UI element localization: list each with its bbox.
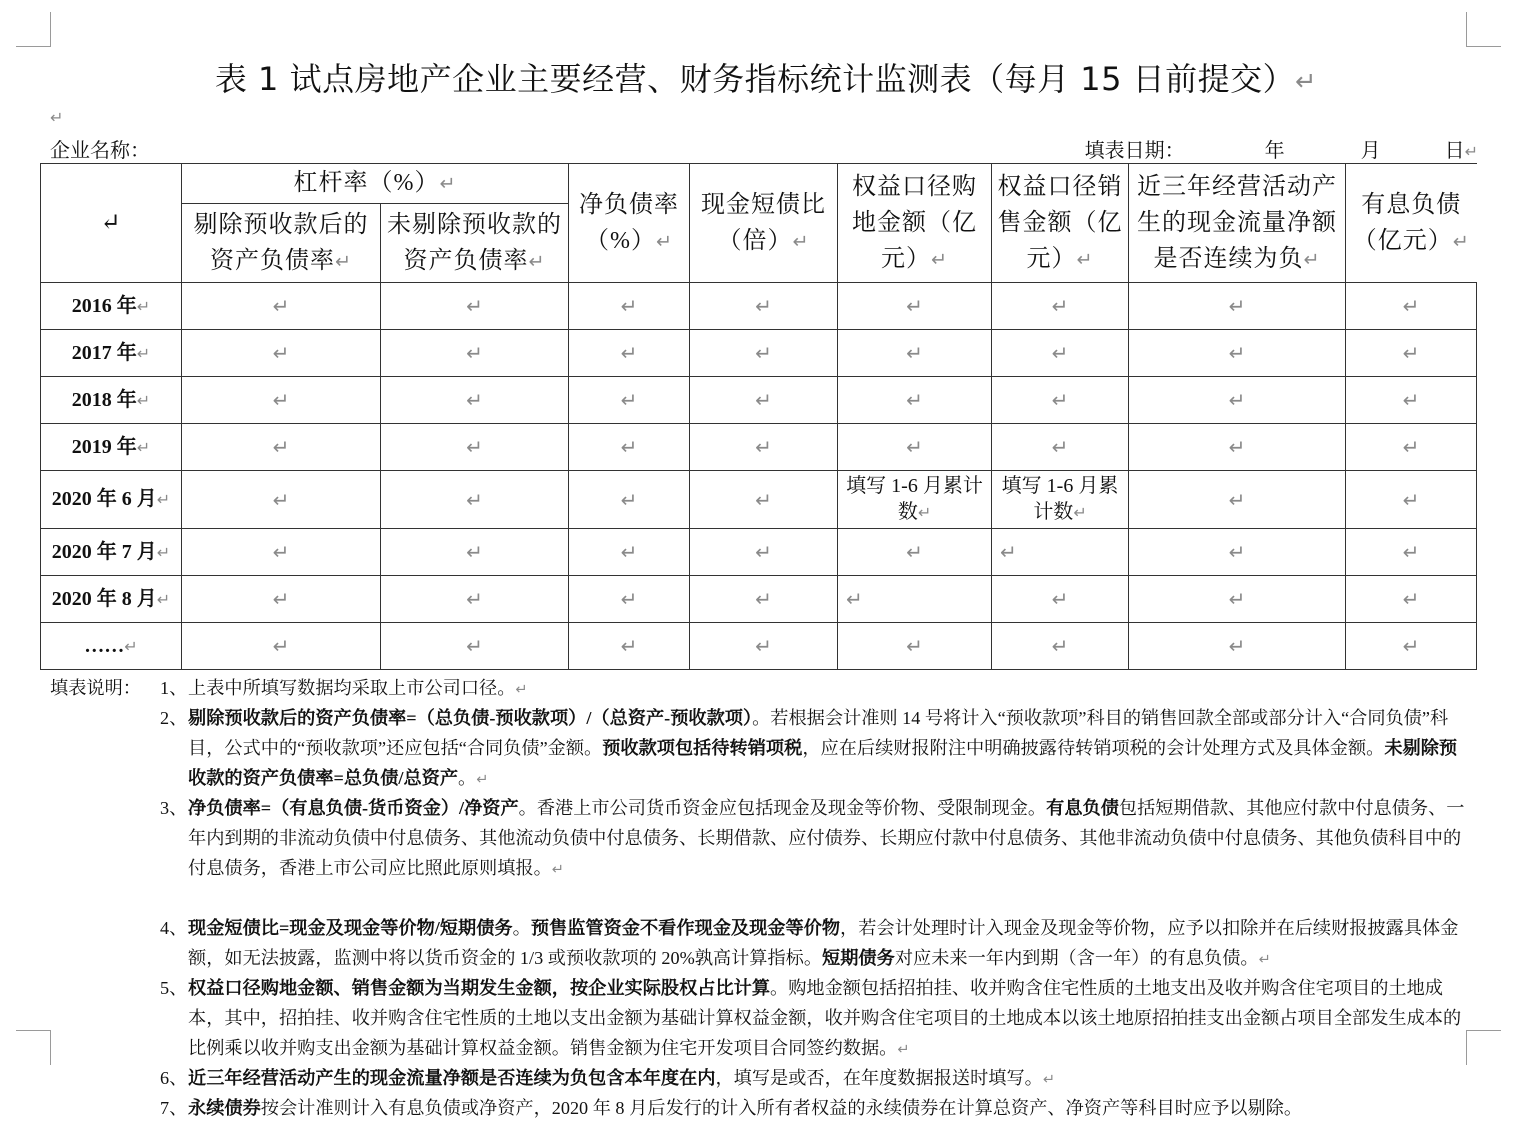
cell-cash-short-debt-ratio[interactable]: ↵ (690, 424, 838, 471)
cell-cash-short-debt-ratio[interactable]: ↵ (690, 471, 838, 529)
cell-debt-ratio-excl-advance[interactable]: ↵ (182, 623, 381, 670)
cell-interest-bearing-debt[interactable]: ↵ (1346, 623, 1477, 670)
cell-interest-bearing-debt[interactable]: ↵ (1346, 471, 1477, 529)
table-row (41, 283, 1477, 330)
header-leverage-ratio: 杠杆率（%）↵ (182, 164, 569, 204)
header-equity-land-purchase: 权益口径购地金额（亿元）↵ (838, 164, 992, 283)
date-month-label: 月 (1360, 140, 1381, 162)
cell-debt-ratio-incl-advance[interactable]: ↵ (381, 529, 569, 576)
table-row (41, 623, 1477, 670)
cell-equity-sales-amount[interactable]: ↵ (992, 529, 1129, 576)
cell-net-debt-ratio[interactable]: ↵ (569, 424, 690, 471)
cell-debt-ratio-incl-advance[interactable]: ↵ (381, 576, 569, 623)
paragraph-mark-icon: ↵ (136, 343, 151, 363)
cell-debt-ratio-incl-advance[interactable]: ↵ (381, 471, 569, 529)
cell-operating-cashflow-negative[interactable]: ↵ (1129, 283, 1346, 330)
cell-cash-short-debt-ratio[interactable]: ↵ (690, 623, 838, 670)
cell-interest-bearing-debt[interactable]: ↵ (1346, 529, 1477, 576)
paragraph-mark-icon: ↵ (136, 437, 151, 457)
cell-cash-short-debt-ratio[interactable]: ↵ (690, 330, 838, 377)
company-name-label: 企业名称： (50, 140, 150, 162)
cell-debt-ratio-excl-advance[interactable]: ↵ (182, 424, 381, 471)
cell-debt-ratio-excl-advance[interactable]: ↵ (182, 576, 381, 623)
header-debt-ratio-excl-advance: 剔除预收款后的资产负债率↵ (182, 204, 381, 283)
header-interest-bearing-debt: 有息负债（亿元）↵ (1346, 164, 1477, 283)
cell-debt-ratio-excl-advance[interactable]: ↵ (182, 330, 381, 377)
cell-equity-sales-amount[interactable]: ↵ (992, 377, 1129, 424)
cell-equity-sales-amount[interactable]: ↵ (992, 576, 1129, 623)
instruction-item-4: 4、 现金短债比=现金及现金等价物/短期债务。预售监管资金不看作现金及现金等价物，若会计处理时计入现金及现金等价物，应予以扣除并在后续财报披露具体金额，如无法披露，监测中将以货币资金的 1/3 或预收款项的 20%孰高计算指标。短期债务对应未来一年内到期（含一年）的有息负债。↵ (160, 918, 1459, 968)
cell-cash-short-debt-ratio[interactable]: ↵ (690, 529, 838, 576)
paragraph-mark-icon: ↵ (50, 108, 64, 127)
instruction-item-1: 1、 上表中所填写数据均采取上市公司口径。↵ (160, 678, 528, 698)
instruction-item-6: 6、 近三年经营活动产生的现金流量净额是否连续为负包含本年度在内，填写是或否，在年度数据报送时填写。↵ (160, 1068, 1056, 1088)
page-corner-mark-bottom-left (16, 1030, 51, 1065)
table-row (41, 424, 1477, 471)
cell-interest-bearing-debt[interactable]: ↵ (1346, 576, 1477, 623)
cell-equity-land-purchase[interactable]: ↵ (838, 424, 992, 471)
header-operating-cashflow-negative: 近三年经营活动产生的现金流量净额是否连续为负↵ (1129, 164, 1346, 283)
cell-equity-land-purchase[interactable]: ↵ (838, 576, 992, 623)
row-label: 2020 年 7 月↵ (41, 529, 182, 576)
row-label: 2020 年 6 月↵ (41, 471, 182, 529)
cell-equity-land-purchase-note[interactable]: 填写 1-6 月累计数↵ (838, 471, 992, 529)
row-label: 2019 年↵ (41, 424, 182, 471)
cell-operating-cashflow-negative[interactable]: ↵ (1129, 471, 1346, 529)
cell-net-debt-ratio[interactable]: ↵ (569, 377, 690, 424)
cell-debt-ratio-incl-advance[interactable]: ↵ (381, 424, 569, 471)
header-equity-sales-amount: 权益口径销售金额（亿元）↵ (992, 164, 1129, 283)
page-corner-mark-top-left (16, 12, 51, 47)
cell-operating-cashflow-negative[interactable]: ↵ (1129, 377, 1346, 424)
page-corner-mark-top-right (1466, 12, 1501, 47)
cell-equity-sales-amount[interactable]: ↵ (992, 424, 1129, 471)
cell-debt-ratio-excl-advance[interactable]: ↵ (182, 283, 381, 330)
row-label: ……↵ (41, 623, 182, 670)
instruction-item-2: 2、 剔除预收款后的资产负债率=（总负债-预收款项）/（总资产-预收款项）。若根据会计准则 14 号将计入“预收款项”科目的销售回款全部或部分计入“合同负债”科目，公式中的“预收款项”还应包括“合同负债”金额。预收款项包括待转销项税，应在后续财报附注中明确披露待转销项税的会计处理方式及具体金额。未剔除预收款的资产负债率=总负债/总资产。↵ (160, 708, 1458, 788)
cell-equity-land-purchase[interactable]: ↵ (838, 330, 992, 377)
date-day-label: 日 (1444, 140, 1465, 162)
row-label: 2018 年↵ (41, 377, 182, 424)
paragraph-mark-icon: ↵ (1464, 142, 1478, 161)
table-row (41, 330, 1477, 377)
paragraph-mark-icon: ↵ (156, 542, 171, 562)
cell-net-debt-ratio[interactable]: ↵ (569, 330, 690, 377)
cell-debt-ratio-incl-advance[interactable]: ↵ (381, 377, 569, 424)
instructions-lead: 填表说明： (50, 678, 141, 698)
paragraph-mark-icon: ↵ (156, 589, 171, 609)
table-row (41, 576, 1477, 623)
cell-operating-cashflow-negative[interactable]: ↵ (1129, 330, 1346, 377)
paragraph-mark-icon: ↵ (156, 490, 171, 509)
paragraph-mark-icon: ↵ (124, 636, 138, 656)
cell-equity-sales-amount-note[interactable]: 填写 1-6 月累计数↵ (992, 471, 1129, 529)
form-meta-row (50, 134, 1478, 164)
cell-equity-sales-amount[interactable]: ↵ (992, 283, 1129, 330)
cell-equity-sales-amount[interactable]: ↵ (992, 623, 1129, 670)
document-title (0, 56, 1532, 105)
table-row (41, 377, 1477, 424)
row-label: 2017 年↵ (41, 330, 182, 377)
cell-equity-land-purchase[interactable]: ↵ (838, 283, 992, 330)
cell-operating-cashflow-negative[interactable]: ↵ (1129, 529, 1346, 576)
header-net-debt-ratio: 净负债率（%）↵ (569, 164, 690, 283)
table-body (41, 283, 1477, 670)
cell-net-debt-ratio[interactable]: ↵ (569, 529, 690, 576)
cell-debt-ratio-excl-advance[interactable]: ↵ (182, 377, 381, 424)
cell-net-debt-ratio[interactable]: ↵ (569, 283, 690, 330)
instruction-item-7: 7、 永续债券按会计准则计入有息负债或净资产，2020 年 8 月后发行的计入所有者权益的永续债券在计算总资产、净资产等科目时应予以剔除。 (160, 1098, 1303, 1118)
header-debt-ratio-incl-advance: 未剔除预收款的资产负债率↵ (381, 204, 569, 283)
instruction-item-3: 3、 净负债率=（有息负债-货币资金）/净资产。香港上市公司货币资金应包括现金及现金等价物、受限制现金。有息负债包括短期借款、其他应付款中付息债务、一年内到期的非流动负债中付息债务、其他流动负债中付息债务、长期借款、应付债券、长期应付款中付息债务、其他非流动负债中付息债务、其他负债科目中的付息债务，香港上市公司应比照此原则填报。↵ (160, 798, 1465, 878)
cell-equity-land-purchase[interactable]: ↵ (838, 377, 992, 424)
cell-net-debt-ratio[interactable]: ↵ (569, 471, 690, 529)
cell-debt-ratio-excl-advance[interactable]: ↵ (182, 471, 381, 529)
cell-equity-land-purchase[interactable]: ↵ (838, 623, 992, 670)
cell-equity-sales-amount[interactable]: ↵ (992, 330, 1129, 377)
header-cash-short-debt-ratio: 现金短债比（倍）↵ (690, 164, 838, 283)
paragraph-mark-icon: ↵ (136, 390, 151, 410)
document-title-text: 表 1 试点房地产企业主要经营、财务指标统计监测表（每月 15 日前提交） (214, 60, 1296, 98)
paragraph-mark-icon: ↵ (1295, 67, 1318, 97)
cell-interest-bearing-debt[interactable]: ↵ (1346, 283, 1477, 330)
fill-date-label: 填表日期： (1084, 140, 1185, 162)
cell-debt-ratio-incl-advance[interactable]: ↵ (381, 330, 569, 377)
cell-debt-ratio-incl-advance[interactable]: ↵ (381, 283, 569, 330)
cell-debt-ratio-excl-advance[interactable]: ↵ (182, 529, 381, 576)
cell-operating-cashflow-negative[interactable]: ↵ (1129, 623, 1346, 670)
row-label: 2016 年↵ (41, 283, 182, 330)
instruction-item-5: 5、 权益口径购地金额、销售金额为当期发生金额，按企业实际股权占比计算。购地金额包括招拍挂、收并购含住宅性质的土地支出及收并购含住宅项目的土地成本，其中，招拍挂、收并购含住宅性质的土地以支出金额为基础计算权益金额，收并购含住宅项目的土地成本以该土地原招拍挂支出金额占项目全部发生成本的比例乘以收并购支出金额为基础计算权益金额。销售金额为住宅开发项目合同签约数据。↵ (160, 978, 1462, 1058)
table-row (41, 471, 1477, 529)
indicator-table (40, 163, 1477, 670)
cell-net-debt-ratio[interactable]: ↵ (569, 623, 690, 670)
cell-interest-bearing-debt[interactable]: ↵ (1346, 377, 1477, 424)
paragraph-mark-icon: ↵ (136, 296, 151, 316)
cell-interest-bearing-debt[interactable]: ↵ (1346, 424, 1477, 471)
fill-date-group (1085, 134, 1478, 163)
table-row (41, 529, 1477, 576)
date-year-label: 年 (1264, 140, 1285, 162)
cell-debt-ratio-incl-advance[interactable]: ↵ (381, 623, 569, 670)
row-label: 2020 年 8 月↵ (41, 576, 182, 623)
cell-interest-bearing-debt[interactable]: ↵ (1346, 330, 1477, 377)
cell-cash-short-debt-ratio[interactable]: ↵ (690, 283, 838, 330)
cell-operating-cashflow-negative[interactable]: ↵ (1129, 576, 1346, 623)
cell-equity-land-purchase[interactable]: ↵ (838, 529, 992, 576)
cell-cash-short-debt-ratio[interactable]: ↵ (690, 576, 838, 623)
cell-operating-cashflow-negative[interactable]: ↵ (1129, 424, 1346, 471)
table-corner-cell: ↵ (41, 164, 182, 283)
cell-net-debt-ratio[interactable]: ↵ (569, 576, 690, 623)
cell-cash-short-debt-ratio[interactable]: ↵ (690, 377, 838, 424)
